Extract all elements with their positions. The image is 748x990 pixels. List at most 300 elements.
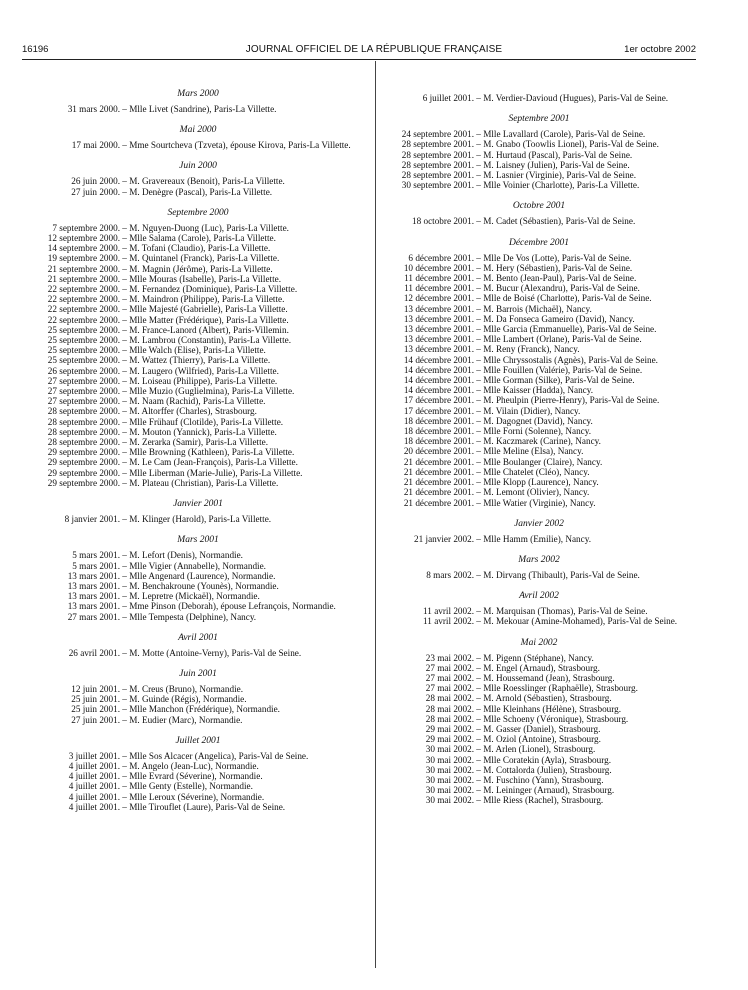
appointment-entry	[384, 139, 694, 149]
entry-date: 17 décembre 2001.	[403, 405, 474, 416]
entry-date: 14 décembre 2001.	[403, 364, 474, 375]
entry-date: 12 décembre 2001.	[403, 293, 474, 304]
month-heading: Octobre 2001	[512, 201, 566, 212]
entry-date: 29 septembre 2000.	[47, 477, 120, 488]
entry-date: 10 décembre 2001.	[403, 262, 474, 273]
appointment-entry	[30, 648, 366, 658]
month-section	[30, 207, 366, 488]
month-heading: Septembre 2001	[508, 114, 570, 125]
entry-date: 28 septembre 2000.	[47, 406, 120, 417]
entry-date: 22 septembre 2000.	[47, 314, 120, 325]
entry-text: – M. Altorffer (Charles), Strasbourg.	[122, 406, 257, 417]
appointment-entry	[384, 253, 694, 263]
appointment-entry	[30, 478, 366, 488]
entry-date: 13 décembre 2001.	[403, 324, 474, 335]
entry-date: 30 mai 2002.	[425, 744, 474, 755]
appointment-entry	[384, 426, 694, 436]
entry-text: – M. Klinger (Harold), Paris-La Villette.	[122, 514, 272, 525]
month-section	[30, 735, 366, 812]
entry-text: – M. Dirvang (Thibault), Paris-Val de Seine.	[476, 569, 640, 580]
entry-text: – Mlle Angenard (Laurence), Normandie.	[122, 570, 276, 581]
entry-date: 28 septembre 2000.	[47, 426, 120, 437]
entry-date: 11 décembre 2001.	[404, 273, 474, 284]
entry-text: – Mlle Leroux (Séverine), Normandie.	[122, 791, 265, 802]
month-section	[30, 632, 366, 658]
appointment-entry	[384, 467, 694, 477]
entry-date: 29 mai 2002.	[425, 723, 474, 734]
appointment-entry	[30, 781, 366, 791]
entry-text: – M. Barrois (Michaël), Nancy.	[476, 303, 592, 314]
appointment-entry	[384, 93, 694, 103]
appointment-entry	[384, 273, 694, 283]
entry-text: – M. Loiseau (Philippe), Paris-La Villette.	[122, 375, 278, 386]
entry-text: – M. Wattez (Thierry), Paris-La Villette.	[122, 355, 271, 366]
entry-date: 13 mars 2001.	[67, 580, 120, 591]
appointment-entry	[384, 673, 694, 683]
appointment-entry	[30, 345, 366, 355]
appointment-entry	[30, 514, 366, 524]
month-heading: Juin 2000	[179, 161, 217, 172]
header-rule	[22, 59, 696, 60]
entry-date: 6 décembre 2001.	[408, 252, 474, 263]
entry-text: – M. Eudier (Marc), Normandie.	[122, 714, 243, 725]
month-section	[384, 200, 694, 226]
month-heading: Juillet 2001	[175, 735, 221, 746]
entry-text: – Mlle Boulanger (Claire), Nancy.	[476, 456, 603, 467]
month-heading: Mars 2000	[177, 89, 219, 99]
entry-text: – Mlle Kaisser (Hadda), Nancy.	[476, 385, 594, 396]
appointment-entry	[384, 775, 694, 785]
month-section	[30, 534, 366, 621]
month-heading: Janvier 2001	[173, 499, 223, 510]
entry-text: – Mlle De Vos (Lotte), Paris-Val de Seine.	[476, 252, 632, 263]
appointment-entry	[30, 325, 366, 335]
appointment-entry	[384, 170, 694, 180]
appointment-entry	[384, 324, 694, 334]
entry-text: – Mlle Mouras (Isabelle), Paris-La Villette.	[122, 273, 282, 284]
entry-date: 13 mars 2001.	[67, 591, 120, 602]
entry-text: – Mlle Watier (Virginie), Nancy.	[476, 497, 596, 508]
entry-text: – M. Cottalorda (Julien), Strasbourg.	[476, 764, 612, 775]
appointment-entry	[384, 180, 694, 190]
entry-date: 31 mars 2000.	[67, 104, 120, 114]
entry-date: 30 mai 2002.	[425, 795, 474, 806]
appointment-entry	[384, 283, 694, 293]
entry-date: 12 septembre 2000.	[47, 233, 120, 244]
entry-text: – M. Nguyen-Duong (Luc), Paris-La Villette.	[122, 222, 289, 233]
entry-date: 18 décembre 2001.	[403, 426, 474, 437]
appointment-entry	[30, 104, 366, 114]
entry-text: – M. Laugero (Wilfried), Paris-La Villette.	[122, 365, 279, 376]
entry-date: 18 octobre 2001.	[411, 216, 474, 227]
entry-date: 13 décembre 2001.	[403, 313, 474, 324]
left-column	[30, 88, 366, 812]
entry-text: – M. Zerarka (Samir), Paris-La Villette.	[122, 437, 269, 448]
entry-date: 28 septembre 2001.	[401, 159, 474, 170]
appointment-entry	[30, 376, 366, 386]
entry-date: 28 septembre 2000.	[47, 437, 120, 448]
entry-date: 27 mai 2002.	[425, 662, 474, 673]
appointment-entry	[30, 187, 366, 197]
appointment-entry	[30, 571, 366, 581]
entry-text: – M. Lefort (Denis), Normandie.	[122, 550, 243, 561]
appointment-entry	[30, 437, 366, 447]
entry-date: 26 septembre 2000.	[47, 365, 120, 376]
entry-text: – M. Da Fonseca Gameiro (David), Nancy.	[476, 313, 635, 324]
appointment-entry	[30, 591, 366, 601]
appointment-entry	[30, 802, 366, 812]
appointment-entry	[384, 744, 694, 754]
appointment-entry	[384, 216, 694, 226]
entry-text: – M. France-Lanord (Albert), Paris-Villemin.	[122, 324, 289, 335]
entry-date: 30 mai 2002.	[425, 785, 474, 796]
entry-date: 13 mars 2001.	[67, 570, 120, 581]
entry-date: 22 septembre 2000.	[47, 284, 120, 295]
entry-date: 21 décembre 2001.	[403, 497, 474, 508]
appointment-entry	[384, 724, 694, 734]
entry-text: – Mlle Tirouflet (Laure), Paris-Val de Seine.	[122, 801, 286, 812]
entry-text: – Mlle Garcia (Emmanuelle), Paris-Val de Seine.	[476, 324, 657, 335]
entry-text: – M. Hurtaud (Pascal), Paris-Val de Seine.	[476, 149, 633, 160]
entry-text: – M. Lasnier (Virginie), Paris-Val de Seine.	[476, 170, 637, 181]
entry-date: 14 septembre 2000.	[47, 243, 120, 254]
month-section	[30, 160, 366, 196]
entry-date: 26 avril 2001.	[68, 647, 120, 658]
appointment-entry	[384, 375, 694, 385]
entry-date: 17 mai 2000.	[71, 140, 120, 151]
entry-text: – Mlle Forni (Solenne), Nancy.	[476, 426, 592, 437]
entry-date: 4 juillet 2001.	[68, 771, 120, 782]
appointment-entry	[30, 427, 366, 437]
entry-date: 29 mai 2002.	[425, 734, 474, 745]
appointment-entry	[384, 416, 694, 426]
entry-date: 4 juillet 2001.	[68, 781, 120, 792]
entry-text: – M. Oziol (Antoine), Strasbourg.	[476, 734, 601, 745]
appointment-entry	[384, 755, 694, 765]
appointment-entry	[384, 263, 694, 273]
entry-date: 5 mars 2001.	[72, 550, 120, 561]
appointment-entry	[384, 498, 694, 508]
month-section	[384, 93, 694, 103]
entry-date: 29 septembre 2000.	[47, 447, 120, 458]
entry-text: – M. Laisney (Julien), Paris-Val de Seine.	[476, 159, 630, 170]
appointment-entry	[384, 129, 694, 139]
entry-date: 25 septembre 2000.	[47, 324, 120, 335]
appointment-entry	[384, 693, 694, 703]
entry-text: – M. Motte (Antoine-Verny), Paris-Val de Seine.	[122, 647, 302, 658]
entry-date: 27 mai 2002.	[425, 683, 474, 694]
entry-date: 21 décembre 2001.	[403, 477, 474, 488]
entry-text: – Mlle Tempesta (Delphine), Nancy.	[122, 611, 257, 622]
entry-text: – M. Lemont (Olivier), Nancy.	[476, 487, 590, 498]
appointment-entry	[30, 601, 366, 611]
appointment-entry	[384, 355, 694, 365]
appointment-entry	[30, 386, 366, 396]
entry-text: – M. Mouton (Yannick), Paris-La Villette.	[122, 426, 277, 437]
entry-date: 28 mai 2002.	[425, 713, 474, 724]
entry-date: 7 septembre 2000.	[52, 222, 120, 233]
entry-text: – M. Gnabo (Toowlis Lionel), Paris-Val de Seine.	[476, 139, 659, 150]
entry-text: – M. Reny (Franck), Nancy.	[476, 344, 580, 355]
entry-date: 28 septembre 2001.	[401, 170, 474, 181]
entry-text: – M. Mekouar (Amine-Mohamed), Paris-Val de Seine.	[476, 616, 678, 627]
entry-text: – Mlle de Boisé (Charlotte), Paris-Val de Seine.	[476, 293, 652, 304]
entry-text: – Mlle Gorman (Silke), Paris-Val de Seine.	[476, 375, 635, 386]
entry-date: 28 septembre 2001.	[401, 139, 474, 150]
entry-text: – M. Hery (Sébastien), Paris-Val de Seine.	[476, 262, 633, 273]
appointment-entry	[30, 243, 366, 253]
entry-text: – Mlle Genty (Estelle), Normandie.	[122, 781, 253, 792]
entry-text: – Mlle Klopp (Laurence), Nancy.	[476, 477, 599, 488]
appointment-entry	[384, 795, 694, 805]
month-section	[30, 668, 366, 725]
entry-text: – Mlle Livet (Sandrine), Paris-La Villette.	[122, 104, 277, 114]
appointment-entry	[30, 751, 366, 761]
appointment-entry	[384, 150, 694, 160]
entry-date: 12 juin 2001.	[71, 683, 120, 694]
entry-date: 28 septembre 2001.	[401, 149, 474, 160]
entry-text: – M. Bucur (Alexandru), Paris-Val de Seine.	[476, 283, 640, 294]
entry-text: – Mlle Vigier (Annabelle), Normandie.	[122, 560, 266, 571]
appointment-entry	[30, 550, 366, 560]
appointment-entry	[384, 683, 694, 693]
entry-date: 11 avril 2002.	[423, 616, 474, 627]
appointment-entry	[30, 335, 366, 345]
appointment-entry	[30, 315, 366, 325]
entry-text: – M. Creus (Bruno), Normandie.	[122, 683, 243, 694]
appointment-entry	[384, 477, 694, 487]
month-section	[30, 124, 366, 150]
entry-text: – Mlle Meline (Elsa), Nancy.	[476, 446, 584, 457]
entry-text: – M. Gravereaux (Benoit), Paris-La Villette.	[122, 176, 285, 187]
appointment-entry	[30, 704, 366, 714]
entry-date: 14 décembre 2001.	[403, 385, 474, 396]
entry-date: 3 juillet 2001.	[68, 750, 120, 761]
appointment-entry	[30, 468, 366, 478]
entry-text: – M. Pigenn (Stéphane), Nancy.	[476, 652, 594, 663]
issue-date: 1er octobre 2002	[624, 44, 696, 55]
appointment-entry	[30, 561, 366, 571]
appointment-entry	[384, 457, 694, 467]
entry-text: – Mlle Kleinhans (Hélène), Strasbourg.	[476, 703, 622, 714]
entry-date: 28 septembre 2000.	[47, 416, 120, 427]
entry-text: – Mlle Walch (Elise), Paris-La Villette.	[122, 345, 266, 356]
appointment-entry	[30, 396, 366, 406]
appointment-entry	[30, 233, 366, 243]
appointment-entry	[30, 612, 366, 622]
entry-date: 27 mai 2002.	[425, 672, 474, 683]
entry-text: – M. Gasser (Daniel), Strasbourg.	[476, 723, 601, 734]
month-heading: Septembre 2000	[167, 207, 229, 218]
entry-text: – Mlle Salama (Carole), Paris-La Villette.	[122, 233, 276, 244]
appointment-entry	[30, 366, 366, 376]
appointment-entry	[30, 140, 366, 150]
appointment-entry	[384, 406, 694, 416]
entry-date: 30 mai 2002.	[425, 774, 474, 785]
month-heading: Mars 2002	[518, 554, 560, 565]
entry-date: 21 décembre 2001.	[403, 456, 474, 467]
entry-text: – M. Maindron (Philippe), Paris-La Villette.	[122, 294, 285, 305]
entry-text: – M. Quintanel (Franck), Paris-La Villette.	[122, 253, 280, 264]
appointment-entry	[384, 160, 694, 170]
entry-text: – Mlle Chryssostalis (Agnès), Paris-Val de Seine.	[476, 354, 658, 365]
entry-text: – M. Denègre (Pascal), Paris-La Villette.	[122, 186, 273, 197]
entry-date: 18 décembre 2001.	[403, 436, 474, 447]
month-section	[384, 518, 694, 544]
page-number: 16196	[22, 44, 49, 55]
entry-text: – M. Fernandez (Dominique), Paris-La Villette.	[122, 284, 298, 295]
entry-text: – Mlle Frühauf (Clotilde), Paris-La Villette.	[122, 416, 284, 427]
entry-date: 13 décembre 2001.	[403, 344, 474, 355]
entry-text: – M. Fuschino (Yann), Strasbourg.	[476, 774, 604, 785]
appointment-entry	[30, 684, 366, 694]
entry-text: – Mme Pinson (Deborah), épouse Lefrançois, Normandie.	[122, 601, 336, 612]
entry-text: – Mlle Muzio (Guglielmina), Paris-La Villette.	[122, 386, 295, 397]
entry-date: 27 septembre 2000.	[47, 375, 120, 386]
appointment-entry	[384, 663, 694, 673]
appointment-entry	[30, 304, 366, 314]
entry-text: – M. Verdier-Davioud (Hugues), Paris-Val de Seine.	[476, 93, 669, 103]
appointment-entry	[384, 704, 694, 714]
entry-date: 26 juin 2000.	[71, 176, 120, 187]
entry-date: 21 décembre 2001.	[403, 466, 474, 477]
entry-date: 21 septembre 2000.	[47, 263, 120, 274]
month-heading: Mars 2001	[177, 535, 219, 546]
entry-date: 22 septembre 2000.	[47, 294, 120, 305]
appointment-entry	[384, 714, 694, 724]
appointment-entry	[30, 284, 366, 294]
entry-date: 25 septembre 2000.	[47, 335, 120, 346]
entry-date: 13 mars 2001.	[67, 601, 120, 612]
appointment-entry	[384, 734, 694, 744]
entry-text: – Mlle Lavallard (Carole), Paris-Val de Seine.	[476, 129, 646, 140]
entry-text: – Mlle Schoeny (Véronique), Strasbourg.	[476, 713, 629, 724]
appointment-entry	[384, 365, 694, 375]
appointment-entry	[384, 293, 694, 303]
entry-text: – M. Arlen (Lionel), Strasbourg.	[476, 744, 596, 755]
entry-text: – Mlle Matter (Frédérique), Paris-La Villette.	[122, 314, 289, 325]
appointment-entry	[384, 395, 694, 405]
appointment-entry	[384, 606, 694, 616]
entry-text: – M. Pheulpin (Pierre-Henry), Paris-Val de Seine.	[476, 395, 660, 406]
appointment-entry	[30, 771, 366, 781]
entry-date: 11 décembre 2001.	[404, 283, 474, 294]
appointment-entry	[30, 176, 366, 186]
entry-date: 14 décembre 2001.	[403, 375, 474, 386]
entry-date: 28 mai 2002.	[425, 703, 474, 714]
entry-date: 25 juin 2001.	[71, 694, 120, 705]
entry-date: 22 septembre 2000.	[47, 304, 120, 315]
entry-date: 30 septembre 2001.	[401, 180, 474, 191]
entry-text: – M. Tofani (Claudio), Paris-La Villette.	[122, 243, 271, 254]
entry-date: 5 mars 2001.	[72, 560, 120, 571]
appointment-entry	[384, 570, 694, 580]
entry-date: 29 septembre 2000.	[47, 457, 120, 468]
entry-date: 25 juin 2001.	[71, 704, 120, 715]
month-section	[384, 554, 694, 580]
column-divider	[375, 61, 376, 968]
entry-text: – M. Marquisan (Thomas), Paris-Val de Seine.	[476, 606, 648, 617]
entry-date: 19 septembre 2000.	[47, 253, 120, 264]
entry-text: – Mlle Liberman (Marie-Julie), Paris-La Villette.	[122, 467, 303, 478]
entry-text: – Mlle Roesslinger (Raphaëlle), Strasbourg.	[476, 683, 638, 694]
appointment-entry	[384, 785, 694, 795]
month-section	[384, 590, 694, 626]
entry-text: – M. Benchakroune (Younès), Normandie.	[122, 580, 279, 591]
entry-text: – M. Kaczmarek (Carine), Nancy.	[476, 436, 601, 447]
entry-text: – Mlle Lambert (Orlane), Paris-Val de Seine.	[476, 334, 642, 345]
month-section	[30, 498, 366, 524]
appointment-entry	[384, 436, 694, 446]
appointment-entry	[384, 653, 694, 663]
appointment-entry	[30, 223, 366, 233]
entry-text: – M. Le Cam (Jean-François), Paris-La Villette.	[122, 457, 298, 468]
entry-text: – Mlle Riess (Rachel), Strasbourg.	[476, 795, 604, 806]
entry-date: 13 décembre 2001.	[403, 334, 474, 345]
entry-date: 14 décembre 2001.	[403, 354, 474, 365]
appointment-entry	[384, 344, 694, 354]
entry-date: 25 septembre 2000.	[47, 345, 120, 356]
entry-date: 13 décembre 2001.	[403, 303, 474, 314]
appointment-entry	[384, 304, 694, 314]
page-header	[0, 0, 748, 60]
entry-text: – Mlle Sos Alcacer (Angelica), Paris-Val de Seine.	[122, 750, 309, 761]
entry-text: – Mme Sourtcheva (Tzveta), épouse Kirova, Paris-La Villette.	[122, 140, 351, 151]
entry-date: 29 septembre 2000.	[47, 467, 120, 478]
entry-date: 25 septembre 2000.	[47, 355, 120, 366]
entry-text: – M. Arnold (Sébastien), Strasbourg.	[476, 693, 612, 704]
appointment-entry	[384, 616, 694, 626]
appointment-entry	[30, 253, 366, 263]
entry-date: 4 juillet 2001.	[68, 791, 120, 802]
appointment-entry	[30, 264, 366, 274]
month-heading: Mai 2000	[179, 125, 217, 136]
journal-title: JOURNAL OFFICIEL DE LA RÉPUBLIQUE FRANÇAISE	[245, 44, 503, 55]
appointment-entry	[30, 457, 366, 467]
right-column	[384, 93, 694, 806]
appointment-entry	[30, 447, 366, 457]
entry-text: – M. Naam (Rachid), Paris-La Villette.	[122, 396, 266, 407]
month-section	[384, 113, 694, 190]
entry-text: – M. Angelo (Jean-Luc), Normandie.	[122, 760, 259, 771]
entry-text: – M. Plateau (Christian), Paris-La Villette.	[122, 477, 279, 488]
entry-text: – M. Magnin (Jérôme), Paris-La Villette.	[122, 263, 273, 274]
entry-date: 27 septembre 2000.	[47, 396, 120, 407]
appointment-entry	[30, 417, 366, 427]
entry-date: 30 mai 2002.	[425, 754, 474, 765]
entry-date: 21 janvier 2002.	[414, 533, 474, 544]
entry-date: 11 avril 2002.	[423, 606, 474, 617]
entry-date: 8 janvier 2001.	[64, 514, 120, 525]
month-heading: Juin 2001	[179, 668, 217, 679]
entry-date: 30 mai 2002.	[425, 764, 474, 775]
entry-text: – M. Lambrou (Constantin), Paris-La Villette.	[122, 335, 292, 346]
month-heading: Mai 2002	[520, 637, 558, 648]
month-heading: Janvier 2002	[514, 518, 564, 529]
month-heading: Avril 2001	[178, 632, 218, 643]
appointment-entry	[384, 487, 694, 497]
appointment-entry	[30, 715, 366, 725]
entry-text: – Mlle Browning (Kathleen), Paris-La Villette.	[122, 447, 295, 458]
appointment-entry	[30, 355, 366, 365]
appointment-entry	[30, 761, 366, 771]
entry-text: – Mlle Hamm (Emilie), Nancy.	[476, 533, 592, 544]
month-heading: Décembre 2001	[508, 237, 570, 248]
appointment-entry	[384, 314, 694, 324]
entry-text: – M. Guinde (Régis), Normandie.	[122, 694, 247, 705]
month-section	[30, 88, 366, 114]
entry-date: 27 juin 2000.	[71, 186, 120, 197]
